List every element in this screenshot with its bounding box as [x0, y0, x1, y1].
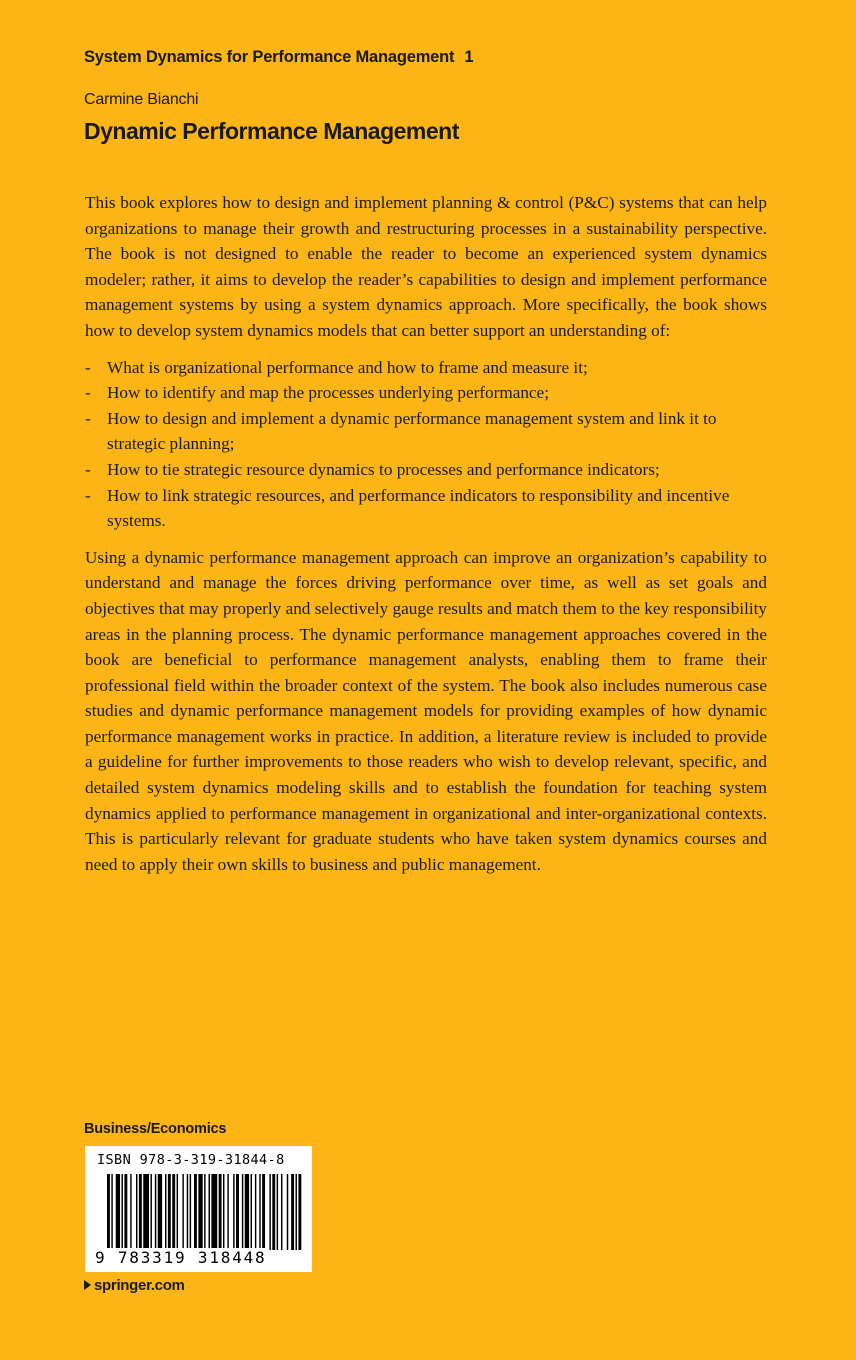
isbn-label: ISBN 978-3-319-31844-8 — [97, 1152, 285, 1168]
barcode-bar — [277, 1174, 278, 1250]
barcode-bar — [287, 1174, 288, 1250]
barcode-bar — [259, 1174, 260, 1250]
website-link[interactable] — [84, 1277, 185, 1294]
blurb-closing: Using a dynamic performance management approach can improve an organization’s capability to understand and manage the forces driving performance over time, as well as set goals and objectives that may properly and selectively gauge results and match them to the key responsibility areas in the planning process. The dynamic performance management approaches covered in the book are beneficial to performance management analysts, enabling them to frame their professional field within the broader context of the system. The book also includes numerous case studies and dynamic performance management models for providing examples of how dynamic performance management works in practice. In addition, a literature review is included to provide a guideline for further improvements to those readers who wish to develop relevant, specific, and detailed system dynamics modeling skills and to establish the foundation for teaching system dynamics applied to performance management in organizational and inter-organizational contexts. This is particularly relevant for graduate students who have taken system dynamics courses and need to apply their own skills to business and public management. — [85, 547, 767, 874]
barcode-bar — [190, 1174, 191, 1250]
barcode-bar — [236, 1174, 239, 1250]
barcode-bar — [298, 1174, 301, 1250]
barcode-bar — [233, 1174, 234, 1250]
barcode-bar — [165, 1174, 166, 1250]
barcode-bar — [272, 1174, 275, 1250]
barcode-bar — [194, 1174, 197, 1250]
barcode-bar — [168, 1174, 171, 1250]
barcode-bar — [198, 1174, 202, 1250]
barcode-bar — [242, 1174, 243, 1250]
blurb — [85, 190, 767, 877]
barcode-bar — [227, 1174, 228, 1250]
barcode-bar — [269, 1174, 270, 1250]
bullet-item: - How to design and implement a dynamic performance management system and link it to strategic planning; — [85, 408, 717, 454]
barcode-bar — [136, 1174, 137, 1250]
barcode-bar — [111, 1174, 112, 1250]
barcode-bar — [155, 1174, 156, 1250]
subject-category: Business/Economics — [84, 1121, 227, 1137]
barcode-bar — [296, 1174, 297, 1250]
isbn-barcode — [85, 1146, 312, 1272]
barcode-bar — [251, 1174, 252, 1250]
bullet-item: - How to identify and map the processes underlying performance; — [85, 383, 549, 403]
series-number: 1 — [464, 48, 474, 66]
barcode-bar — [204, 1174, 205, 1250]
barcode-bar — [172, 1174, 175, 1250]
barcode-bar — [219, 1174, 222, 1250]
book-title: Dynamic Performance Management — [84, 118, 459, 144]
barcode-bar — [262, 1174, 265, 1250]
series-name: System Dynamics for Performance Management — [84, 48, 455, 66]
barcode-bar — [124, 1174, 127, 1250]
arrow-right-icon — [84, 1280, 91, 1290]
barcode-bar — [151, 1174, 152, 1250]
blurb-intro: This book explores how to design and implement planning & control (P&C) systems that can help organizations to manage their growth and restructuring processes in a sustainability perspective. The book is not designed to enable the reader to become an experienced system dynamics modeler; rather, it aims to develop the reader’s capabilities to design and implement performance management systems by using a system dynamics approach. More specifically, the book shows how to develop system dynamics models that can better support an understanding of: — [85, 193, 767, 340]
barcode-bar — [223, 1174, 224, 1250]
barcode-bar — [107, 1174, 110, 1250]
website-text: springer.com — [94, 1277, 185, 1294]
barcode-bar — [122, 1174, 123, 1250]
barcode-bar — [177, 1174, 178, 1250]
barcode-bar — [158, 1174, 162, 1250]
series-title — [84, 48, 473, 67]
barcode-bar — [291, 1174, 294, 1250]
bullet-item: - How to tie strategic resource dynamics to processes and performance indicators; — [85, 459, 660, 479]
barcode-bar — [255, 1174, 256, 1250]
barcode-bar — [209, 1174, 210, 1250]
blurb-bullet-list — [85, 355, 767, 534]
barcode-bar — [187, 1174, 188, 1250]
barcode-bar — [143, 1174, 149, 1250]
barcode-bar — [211, 1174, 217, 1250]
barcode-bar — [130, 1174, 131, 1250]
barcode-bar — [281, 1174, 282, 1250]
barcode-bar — [245, 1174, 249, 1250]
bullet-item: - How to link strategic resources, and performance indicators to responsibility and incentive systems. — [85, 485, 730, 531]
author-name: Carmine Bianchi — [84, 91, 199, 108]
barcode-bar — [182, 1174, 183, 1250]
barcode-bar — [139, 1174, 142, 1250]
bullet-item: - What is organizational performance and how to frame and measure it; — [85, 357, 588, 377]
barcode-bar — [116, 1174, 120, 1250]
barcode-digits: 9 783319 318448 — [95, 1248, 267, 1267]
